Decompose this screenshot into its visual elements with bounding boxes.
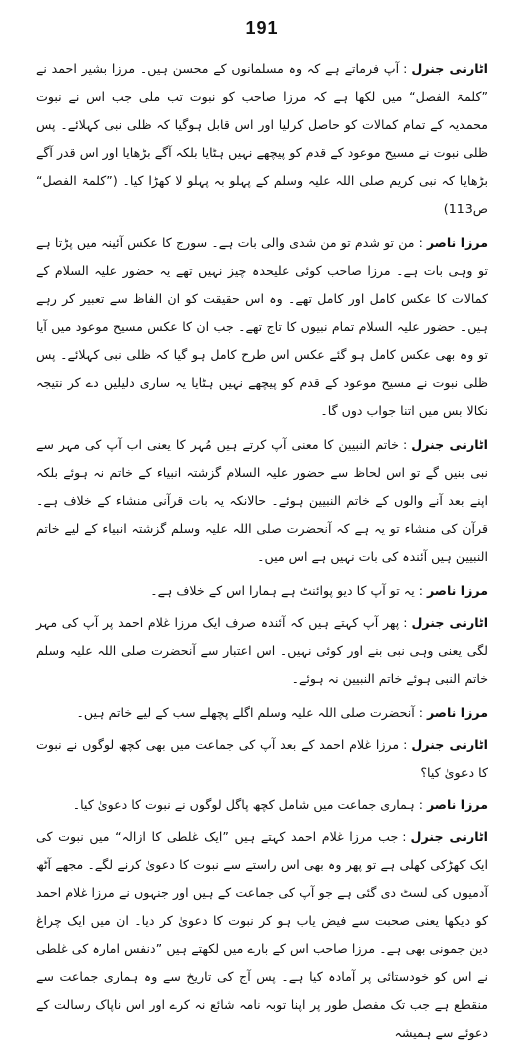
speaker-name: مرزا ناصر — [426, 235, 489, 250]
speaker-name: اٹارنی جنرل — [411, 615, 489, 630]
dialogue-paragraph — [36, 577, 488, 605]
speaker-name: مرزا ناصر — [426, 583, 488, 598]
speaker-separator: : — [403, 737, 408, 752]
speaker-name: اٹارنی جنرل — [410, 829, 488, 844]
dialogue-paragraph — [36, 431, 488, 571]
speaker-name: اٹارنی جنرل — [411, 737, 488, 752]
dialogue-paragraph — [36, 609, 488, 693]
dialogue-paragraph — [36, 55, 488, 223]
dialogue-paragraph — [36, 823, 488, 1047]
dialogue-text: یہ تو آپ کا دیو پوائنٹ ہے ہمارا اس کے خلاف ہے۔ — [150, 583, 415, 598]
dialogue-text: آپ فرماتے ہے کہ وہ مسلمانوں کے محسن ہیں۔ مرزا بشیر احمد نے ”کلمۃ الفصل“ میں لکھا ہے کہ مرزا صاحب کو نبوت تب ملی جب اس نے نبوت محمدیہ کے تمام کمالات کو حاصل کرلیا اور اس قابل ہوگیا کہ ظلی نبی کہلائے۔ پس ظلی نبوت نے مسیح موعود کے قدم کو پیچھے نہیں ہٹایا بلکہ آگے بڑھایا اور اس قدر آگے بڑھایا کہ نبی کریم صلی اللہ علیہ وسلم کے پہلو بہ پہلو لا کھڑا کیا۔ (”کلمۃ الفصل“ ص113) — [36, 61, 488, 216]
speaker-name: مرزا ناصر — [426, 797, 488, 812]
speaker-name: اٹارنی جنرل — [411, 437, 488, 452]
speaker-separator: : — [402, 437, 408, 452]
transcript-body — [36, 55, 488, 1047]
speaker-separator: : — [402, 829, 407, 844]
speaker-separator: : — [418, 583, 423, 598]
speaker-separator: : — [418, 797, 423, 812]
speaker-name: اٹارنی جنرل — [411, 61, 488, 76]
speaker-separator: : — [403, 615, 408, 630]
dialogue-text: پھر آپ کہتے ہیں کہ آئندہ صرف ایک مرزا غلام احمد پر آپ کی مہر لگی یعنی وہی نبی بنے اور کوئی نہیں۔ اس اعتبار سے آنحضرت صلی اللہ علیہ وسلم خاتم النبی ہوئے خاتم النبیین نہ ہوئے۔ — [36, 615, 488, 686]
dialogue-paragraph — [36, 229, 488, 425]
dialogue-paragraph — [36, 699, 488, 727]
page-number: 191 — [245, 18, 279, 38]
dialogue-paragraph — [36, 731, 488, 787]
speaker-separator: : — [418, 235, 423, 250]
dialogue-text: خاتم النبیین کا معنی آپ کرتے ہیں مُہر کا یعنی اب آپ کی مہر سے نبی بنیں گے تو اس لحاظ سے حضور علیہ السلام گزشتہ انبیاء کے خاتم نہ ہوئے بلکہ اپنے بعد آنے والوں کے خاتم النبیین ہوئے۔ حالانکہ یہ بات قرآنی منشاء کے خلاف ہے۔ قرآن کی منشاء تو یہ ہے کہ آنحضرت صلی اللہ علیہ وسلم گزشتہ انبیاء کے لیے خاتم النبیین ہیں آئندہ کی بات نہیں ہے اس میں۔ — [36, 437, 488, 564]
speaker-separator: : — [403, 61, 408, 76]
dialogue-text: مرزا غلام احمد کے بعد آپ کی جماعت میں بھی کچھ لوگوں نے نبوت کا دعویٰ کیا؟ — [36, 737, 488, 780]
dialogue-text: ہماری جماعت میں شامل کچھ پاگل لوگوں نے نبوت کا دعویٰ کیا۔ — [72, 797, 415, 812]
dialogue-paragraph — [36, 791, 488, 819]
dialogue-text: من تو شدم تو من شدی والی بات ہے۔ سورج کا عکس آئینہ میں پڑتا ہے تو وہی بات ہے۔ مرزا صاحب کوئی علیحدہ چیز نہیں تھے یہ حضور علیہ السلام کے کمالات کا عکس کامل اور کامل تھے۔ وہ اس حقیقت کو ان الفاظ سے تعبیر کر رہے ہیں۔ حضور علیہ السلام تمام نبیوں کا تاج تھے۔ جب ان کا عکس مسیح موعود میں آیا تو وہ بھی عکس کامل ہو گئے عکس اس طرح کامل ہو گیا کہ ظلی نبی کہلائے۔ پس ظلی نبوت نے مسیح موعود کے قدم کو پیچھے نہیں ہٹایا یہ ساری دلیلیں دے کر نتیجہ نکالا بس میں اتنا جواب دوں گا۔ — [36, 235, 488, 418]
dialogue-text: آنحضرت صلی اللہ علیہ وسلم اگلے پچھلے سب کے لیے خاتم ہیں۔ — [76, 705, 415, 720]
speaker-name: مرزا ناصر — [426, 705, 488, 720]
speaker-separator: : — [418, 705, 423, 720]
dialogue-text: جب مرزا غلام احمد کہتے ہیں ”ایک غلطی کا ازالہ“ میں نبوت کی ایک کھڑکی کھلی ہے تو پھر وہ بھی اس راستے سے نبوت کا دعویٰ کرنے لگے۔ مجھے آٹھ آدمیوں کی لسٹ دی گئی ہے جو آپ کی جماعت کے ہیں اور جنہوں نے مرزا غلام احمد کو دیکھا یعنی صحبت سے فیض یاب ہو کر نبوت کا دعویٰ کر دیا۔ ان میں ایک چراغ دین جمونی بھی ہے۔ مرزا صاحب اس کے بارے میں لکھتے ہیں ”دنفس امارہ کی غلطی نے اس کو خودستائی پر آمادہ کیا ہے۔ پس آج کی تاریخ سے وہ ہماری جماعت سے منقطع ہے جب تک مفصل طور پر اپنا توبہ نامہ شائع نہ کرے اور اس ناپاک رسالت کے دعوئے سے ہمیشہ — [36, 829, 488, 1040]
